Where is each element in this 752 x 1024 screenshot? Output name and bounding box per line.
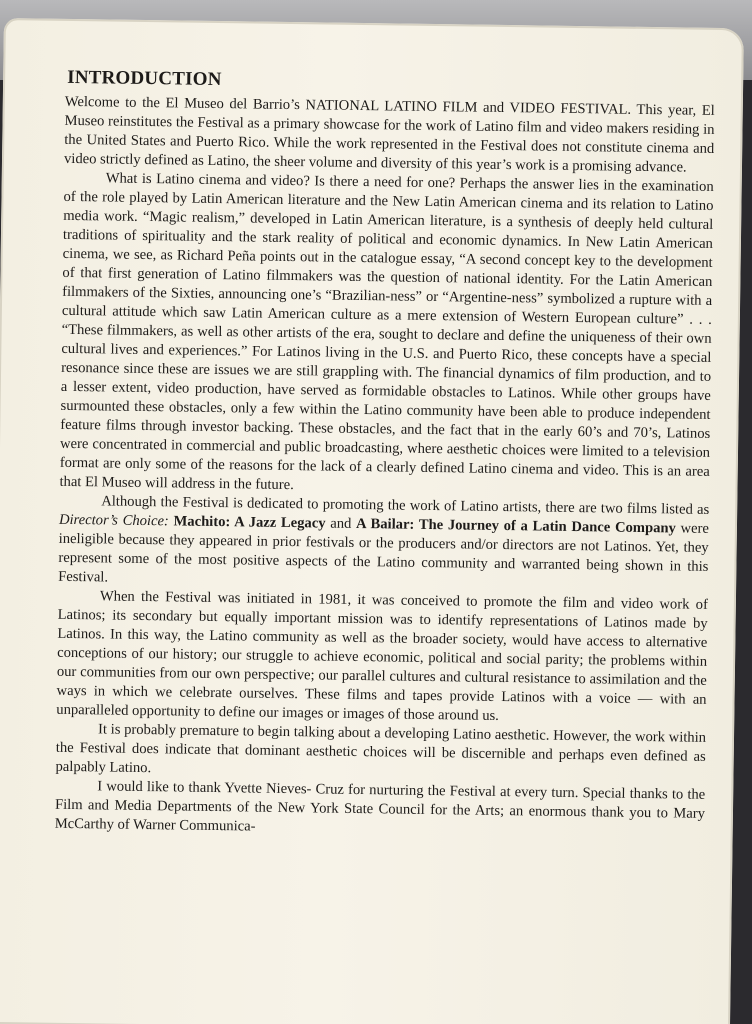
film-title-machito: Machito: A Jazz Legacy [173, 513, 326, 532]
paragraph-text: and [325, 515, 357, 532]
paragraph-festival-history: When the Festival was initiated in 1981, it was conceived to promote the film and video work of Latinos; its secondary but equally important mission was to identify representations of Latinos made by Latinos. In this way, the Latino community as well as the broader society, would have access to alternative conceptions of our history; our struggle to achieve economic, political and social parity; the problems within our communities from our own perspective; our parallel cultures and cultural resistance to assimilation and the ways in which we celebrate ourselves. These films and tapes provide Latinos with a voice — with an unparalleled opportunity to define our images or images of those around us. [56, 588, 708, 724]
paragraph-latino-cinema: What is Latino cinema and video? Is there a need for one? Perhaps the answer lies in the examination of the role played by Latin American literature and the New Latin American cinema and its relation to Latino media work. “Magic realism,” developed in Latin American literature, is a synthesis of deeply held cultural traditions of spirituality and the stark reality of political and economic dynamics. In New Latin American cinema, we see, as Richard Peña points out in the catalogue essay, “A second concept key to the development of that first generation of Latino filmmakers was the question of national identity. For the Latin American filmmakers of the Sixties, announcing one’s “Brazilian-ness” or “Argentine-ness” symbolized a rupture with a cultural attitude which saw Latin American culture as a mere extension of Western European culture” . . . “These filmmakers, as well as other artists of the era, sought to declare and define the uniqueness of their own cultural lives and experiences.” For Latinos living in the U.S. and Puerto Rico, these concepts have a special resonance since these are issues we are still grappling with. The financial dynamics of film production, and to a lesser extent, video production, have served as formidable obstacles to Latinos. While other groups have surmounted these obstacles, only a few within the Latino community have been able to produce independent feature films through investor backing. These obstacles, and the fact that in the early 60’s and 70’s, Latinos were concentrated in commercial and public broadcasting, where aesthetic choices were limited to a television format are only some of the reasons for the lack of a clearly defined Latino cinema and video. This is an area that El Museo will address in the future. [59, 170, 714, 494]
paragraph-thanks: I would like to thank Yvette Nieves- Cruz for nurturing the Festival at every turn. Special thanks to the Film and Media Departments of the New York State Council for the Arts; an enormous thank you to Mary McCarthy of Warner Communica- [54, 778, 706, 835]
page-heading: INTRODUCTION [67, 66, 222, 91]
paragraph-text: Although the Festival is dedicated to promoting the work of Latino artists, there are two films listed as [101, 493, 710, 518]
film-title-a-bailar: A Bailar: The Journey of a Latin Dance Company [355, 515, 676, 537]
catalogue-page [0, 18, 744, 1024]
page-content [55, 67, 716, 843]
paragraph-text: were ineligible because they appeared in prior festivals or the producers and/or directors are not Latinos. Yet, they represent some of the most positive aspects of the Latino community and warranted being shown in this Festival. [58, 520, 710, 586]
directors-choice-label: Director’s Choice: [58, 511, 169, 530]
paragraph-welcome: Welcome to the El Museo del Barrio’s NATIONAL LATINO FILM and VIDEO FESTIVAL. This year, El Museo reinstitutes the Festival as a primary showcase for the work of Latino film and video makers residing in the United States and Puerto Rico. While the work represented in the Festival does not constitute cinema and video strictly defined as Latino, the sheer volume and diversity of this year’s work is a promising advance. [63, 93, 715, 176]
paragraph-directors-choice [58, 492, 709, 596]
paragraph-aesthetic: It is probably premature to begin talking about a developing Latino aesthetic. However, the work within the Festival does indicate that dominant aesthetic choices will be discernible and perhaps even defined as palpably Latino. [55, 721, 707, 777]
